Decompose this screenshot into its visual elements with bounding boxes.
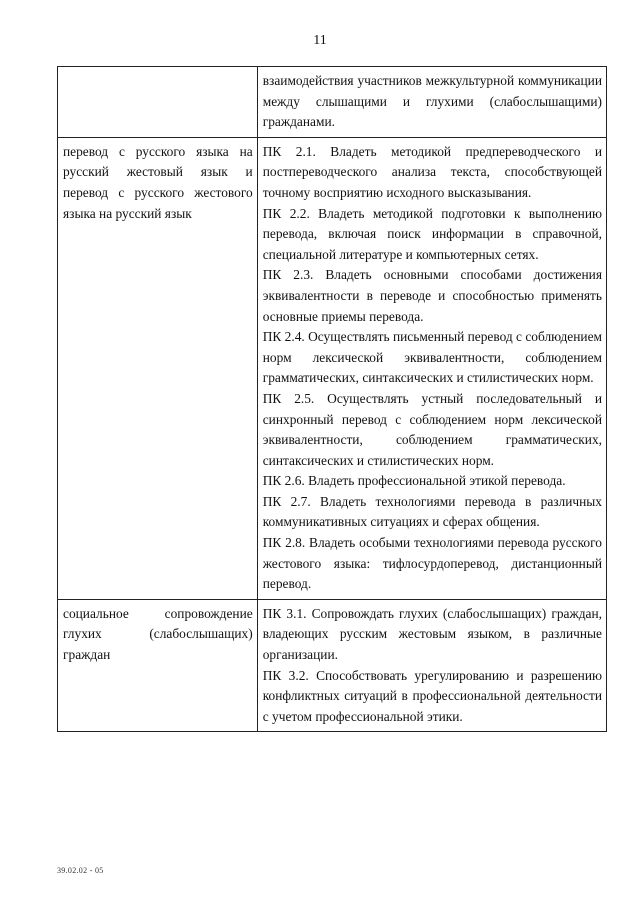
- activity-cell: перевод с русского языка на русский жестовый язык и перевод с русского жестового языка на русский язык: [58, 137, 258, 599]
- competencies-cell: [257, 137, 606, 599]
- competency-text: взаимодействия участников межкультурной коммуникации между слышащими и глухими (слабослышащими) гражданами.: [262, 73, 602, 130]
- competency-pk-3-1: ПК 3.1. Сопровождать глухих (слабослышащих) граждан, владеющих русским жестовым языком, в различные организации.: [262, 605, 602, 663]
- activity-cell: социальное сопровождение глухих (слабослышащих) граждан: [58, 599, 258, 732]
- table-row: [58, 599, 607, 732]
- competency-pk-2-7: ПК 2.7. Владеть технологиями перевода в различных коммуникативных ситуациях и сферах общения.: [262, 493, 602, 530]
- document-code: 39.02.02 - 05: [57, 866, 104, 875]
- competency-pk-2-5: ПК 2.5. Осуществлять устный последовательный и синхронный перевод с соблюдением норм лексической эквивалентности, соблюдением грамматических, синтаксических и стилистических норм.: [262, 390, 602, 468]
- table-row: [58, 67, 607, 138]
- competency-pk-2-1: ПК 2.1. Владеть методикой предпереводческого и постпереводческого анализа текста, способствующей точному восприятию исходного высказывания.: [262, 143, 602, 200]
- competencies-cell: [257, 67, 606, 138]
- page-number: 11: [313, 33, 327, 48]
- competency-pk-3-2: ПК 3.2. Способствовать урегулированию и разрешению конфликтных ситуаций в профессиональной деятельности с учетом профессиональной этики.: [262, 667, 602, 724]
- competency-pk-2-6: ПК 2.6. Владеть профессиональной этикой перевода.: [262, 473, 566, 489]
- competencies-table: [57, 66, 607, 732]
- competency-pk-2-2: ПК 2.2. Владеть методикой подготовки к выполнению перевода, включая поиск информации в справочной, специальной литературе и компьютерных сетях.: [262, 205, 602, 262]
- competency-pk-2-8: ПК 2.8. Владеть особыми технологиями перевода русского жестового языка: тифлосурдоперевод, дистанционный перевод.: [262, 535, 602, 592]
- competencies-cell: [257, 599, 606, 732]
- competency-pk-2-3: ПК 2.3. Владеть основными способами достижения эквивалентности в переводе и способностью применять основные приемы перевода.: [262, 267, 602, 324]
- competency-pk-2-4: ПК 2.4. Осуществлять письменный перевод с соблюдением норм лексической эквивалентности, соблюдением грамматических, синтаксических и стилистических норм.: [262, 329, 602, 386]
- activity-cell: [58, 67, 258, 138]
- table-row: [58, 137, 607, 599]
